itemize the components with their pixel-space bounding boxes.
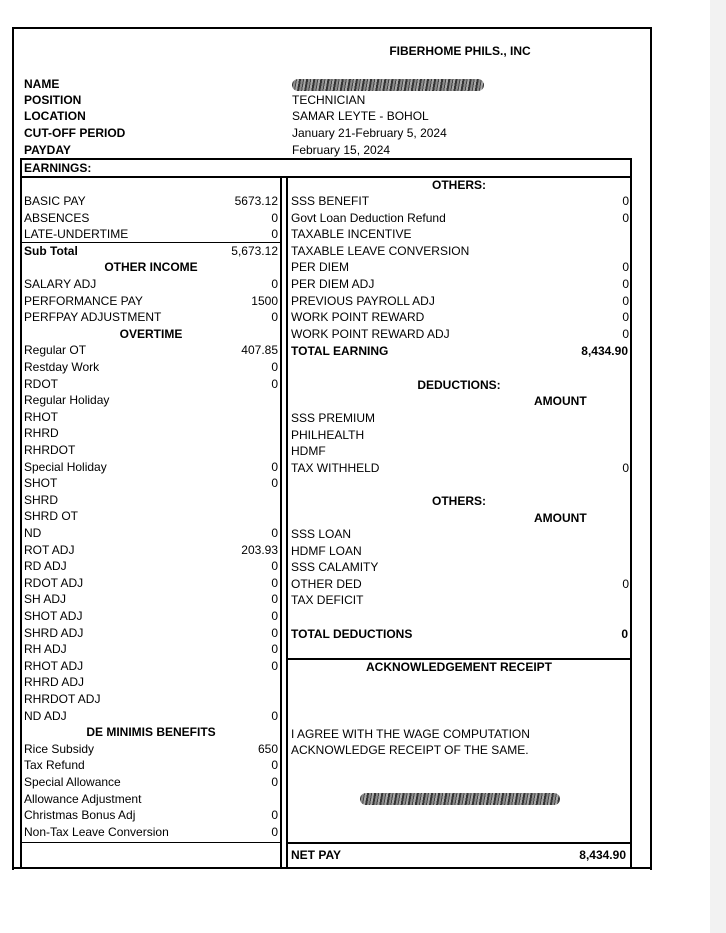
earning-item-value: 0 — [271, 575, 278, 590]
earning-item-value: 0 — [271, 227, 278, 242]
earning-item-label: Rice Subsidy — [24, 741, 95, 756]
earning-item-heading: OTHER INCOME — [104, 260, 198, 275]
earnings-title: EARNINGS: — [24, 161, 92, 175]
other-earning-value: 0 — [622, 260, 629, 275]
earning-item-label: Special Holiday — [24, 459, 107, 474]
label-location: LOCATION — [24, 109, 86, 123]
other-deduction-label: OTHER DED — [291, 576, 362, 591]
total-earning-value: 8,434.90 — [581, 344, 628, 358]
other-deduction-value: 0 — [622, 576, 629, 591]
total-earning-label: TOTAL EARNING — [291, 344, 389, 358]
earning-item-value: 0 — [271, 277, 278, 291]
earning-item-value: 0 — [271, 310, 278, 325]
earning-item-label: ABSENCES — [24, 210, 90, 225]
earning-item-value: 650 — [257, 741, 278, 756]
earning-item-label: SHRD ADJ — [24, 625, 84, 640]
total-deductions-label: TOTAL DEDUCTIONS — [291, 627, 413, 641]
label-payday: PAYDAY — [24, 143, 71, 157]
net-pay-value: 8,434.90 — [579, 848, 626, 862]
others2-amount-header: AMOUNT — [534, 511, 587, 525]
other-earning-label: TAXABLE LEAVE CONVERSION — [291, 243, 470, 258]
earning-item-label: SHRD — [24, 492, 59, 507]
other-earning-value: 0 — [622, 194, 629, 208]
ack-title: ACKNOWLEDGEMENT RECEIPT — [366, 660, 552, 674]
label-cutoff: CUT-OFF PERIOD — [24, 126, 126, 140]
earning-item-value: 0 — [271, 459, 278, 474]
deduction-label: TAX WITHHELD — [291, 460, 380, 475]
other-deduction-label: HDMF LOAN — [291, 543, 362, 558]
net-pay-label: NET PAY — [291, 848, 342, 862]
earning-item-label: Non-Tax Leave Conversion — [24, 824, 169, 839]
position-value: TECHNICIAN — [292, 93, 366, 107]
earning-item-label: ROT ADJ — [24, 542, 75, 557]
earning-item-value: 0 — [271, 526, 278, 540]
earning-item-value: 0 — [271, 210, 278, 225]
earning-item-value: 5,673.12 — [231, 243, 278, 258]
other-deduction-label: SSS CALAMITY — [291, 560, 379, 575]
earning-item-label: SALARY ADJ — [24, 277, 97, 291]
others-title: OTHERS: — [432, 178, 486, 192]
other-earning-label: PER DIEM ADJ — [291, 277, 375, 291]
earning-item-value: 0 — [271, 824, 278, 839]
earning-item-label: RHRDOT — [24, 443, 76, 457]
other-earning-value: 0 — [622, 277, 629, 291]
other-earning-label: TAXABLE INCENTIVE — [291, 227, 412, 242]
earning-item-value: 0 — [271, 592, 278, 607]
earning-item-label: ND — [24, 526, 42, 540]
earning-item-label: Christmas Bonus Adj — [24, 808, 136, 823]
earning-item-value: 0 — [271, 642, 278, 657]
earning-item-value: 0 — [271, 625, 278, 640]
earning-item-label: Special Allowance — [24, 775, 121, 789]
earning-item-label: SHRD OT — [24, 509, 78, 524]
payday-value: February 15, 2024 — [292, 143, 391, 157]
deduction-value: 0 — [622, 460, 629, 475]
deduction-label: SSS PREMIUM — [291, 411, 376, 425]
earning-item-label: Allowance Adjustment — [24, 791, 142, 806]
ack-line-1: I AGREE WITH THE WAGE COMPUTATION — [291, 727, 530, 741]
earning-item-label: RHRDOT ADJ — [24, 692, 101, 706]
deduction-label: HDMF — [291, 444, 326, 459]
earning-item-value: 203.93 — [241, 542, 278, 557]
earning-item-label: RDOT ADJ — [24, 575, 84, 590]
earning-item-label: Restday Work — [24, 360, 100, 374]
deduction-label: PHILHEALTH — [291, 427, 365, 442]
earning-item-value: 0 — [271, 476, 278, 491]
other-earning-label: WORK POINT REWARD ADJ — [291, 326, 450, 341]
earning-item-label: Regular Holiday — [24, 393, 110, 408]
redacted-name — [292, 79, 484, 91]
earning-item-label: PERFORMANCE PAY — [24, 293, 143, 308]
cutoff-value: January 21-February 5, 2024 — [292, 126, 447, 140]
earning-item-label: LATE-UNDERTIME — [24, 227, 129, 242]
earning-item-value: 0 — [271, 376, 278, 391]
earning-item-label: RHRD — [24, 426, 59, 441]
other-earning-label: Govt Loan Deduction Refund — [291, 210, 446, 225]
earning-item-label: Sub Total — [24, 243, 78, 258]
total-deductions-value: 0 — [621, 627, 628, 641]
earning-item-label: SH ADJ — [24, 592, 67, 607]
location-value: SAMAR LEYTE - BOHOL — [292, 109, 429, 123]
earning-item-label: Regular OT — [24, 343, 87, 358]
other-deduction-label: SSS LOAN — [291, 527, 352, 541]
other-earning-label: SSS BENEFIT — [291, 194, 370, 208]
earning-item-value: 0 — [271, 609, 278, 623]
signature — [360, 793, 560, 805]
earning-item-label: BASIC PAY — [24, 194, 86, 208]
other-earning-value: 0 — [622, 210, 629, 225]
deductions-title: DEDUCTIONS: — [417, 378, 501, 392]
earning-item-value: 0 — [271, 360, 278, 374]
other-earning-label: PREVIOUS PAYROLL ADJ — [291, 293, 435, 308]
earning-item-label: RDOT — [24, 376, 58, 391]
earning-item-label: RD ADJ — [24, 559, 67, 574]
earning-item-heading: OVERTIME — [119, 326, 183, 341]
deductions-amount-header: AMOUNT — [534, 394, 587, 408]
ack-line-2: ACKNOWLEDGE RECEIPT OF THE SAME. — [291, 743, 529, 757]
label-position: POSITION — [24, 93, 82, 107]
earning-item-label: Tax Refund — [24, 758, 85, 773]
earning-item-value: 0 — [271, 559, 278, 574]
other-deduction-label: TAX DEFICIT — [291, 593, 364, 608]
earning-item-value: 0 — [271, 758, 278, 773]
earning-item-value: 5673.12 — [234, 194, 278, 208]
earning-item-heading: DE MINIMIS BENEFITS — [86, 725, 216, 740]
earning-item-value: 0 — [271, 708, 278, 723]
label-name: NAME — [24, 77, 60, 91]
earning-item-value: 0 — [271, 775, 278, 789]
company-name: FIBERHOME PHILS., INC — [389, 44, 531, 58]
other-earning-label: WORK POINT REWARD — [291, 310, 425, 325]
earning-item-label: RHOT — [24, 409, 58, 424]
others2-title: OTHERS: — [432, 494, 486, 508]
earning-item-value: 0 — [271, 658, 278, 673]
earning-item-label: SHOT — [24, 476, 58, 491]
earning-item-label: ND ADJ — [24, 708, 67, 723]
earning-item-label: RHRD ADJ — [24, 675, 85, 690]
other-earning-label: PER DIEM — [291, 260, 350, 275]
earning-item-value: 407.85 — [241, 343, 278, 358]
earning-item-label: RHOT ADJ — [24, 658, 84, 673]
other-earning-value: 0 — [622, 310, 629, 325]
earning-item-value: 0 — [271, 808, 278, 823]
earning-item-label: SHOT ADJ — [24, 609, 83, 623]
earning-item-label: PERFPAY ADJUSTMENT — [24, 310, 162, 325]
other-earning-value: 0 — [622, 326, 629, 341]
earning-item-value: 1500 — [251, 293, 278, 308]
other-earning-value: 0 — [622, 293, 629, 308]
earning-item-label: RH ADJ — [24, 642, 67, 657]
